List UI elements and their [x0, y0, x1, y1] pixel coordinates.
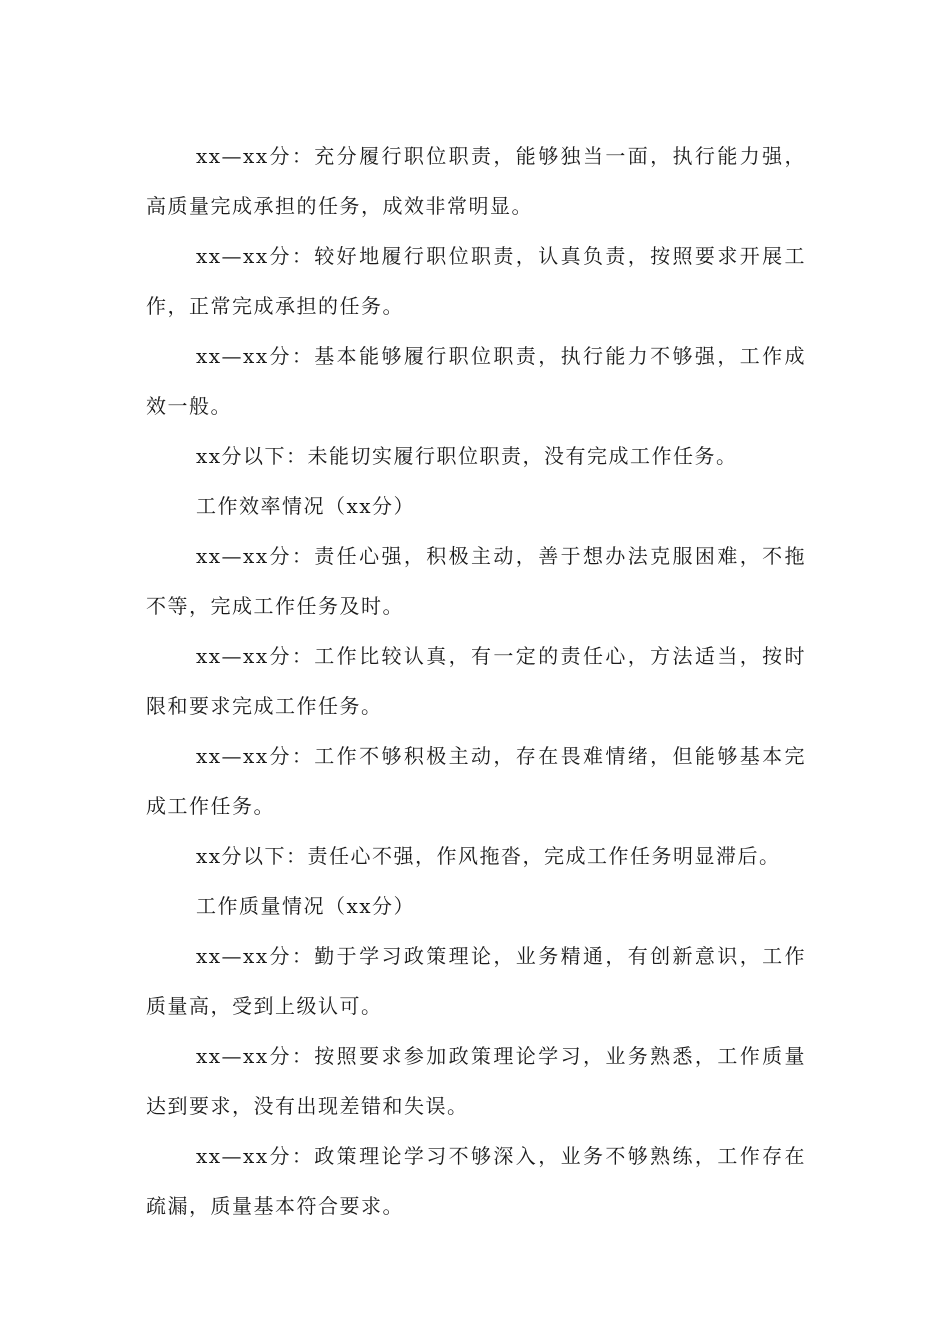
paragraph: xx—xx分：工作不够积极主动，存在畏难情绪，但能够基本完成工作任务。 [146, 744, 806, 818]
document-body [146, 131, 806, 1231]
paragraph: xx分以下：未能切实履行职位职责，没有完成工作任务。 [196, 444, 738, 468]
paragraph: xx分以下：责任心不强，作风拖沓，完成工作任务明显滞后。 [196, 844, 781, 868]
paragraph: xx—xx分：较好地履行职位职责，认真负责，按照要求开展工作，正常完成承担的任务。 [146, 244, 806, 318]
paragraph: xx—xx分：按照要求参加政策理论学习，业务熟悉，工作质量达到要求，没有出现差错和失误。 [146, 1044, 806, 1118]
paragraph: xx—xx分：工作比较认真，有一定的责任心，方法适当，按时限和要求完成工作任务。 [146, 644, 806, 718]
paragraph: xx—xx分：基本能够履行职位职责，执行能力不够强，工作成效一般。 [146, 344, 806, 418]
section-heading-quality: 工作质量情况（xx分） [196, 894, 416, 918]
paragraph: xx—xx分：充分履行职位职责，能够独当一面，执行能力强，高质量完成承担的任务，成效非常明显。 [146, 144, 806, 218]
paragraph: xx—xx分：勤于学习政策理论，业务精通，有创新意识，工作质量高，受到上级认可。 [146, 944, 806, 1018]
section-heading-efficiency: 工作效率情况（xx分） [196, 494, 416, 518]
paragraph: xx—xx分：政策理论学习不够深入，业务不够熟练，工作存在疏漏，质量基本符合要求。 [146, 1144, 806, 1218]
paragraph: xx—xx分：责任心强，积极主动，善于想办法克服困难，不拖不等，完成工作任务及时。 [146, 544, 806, 618]
